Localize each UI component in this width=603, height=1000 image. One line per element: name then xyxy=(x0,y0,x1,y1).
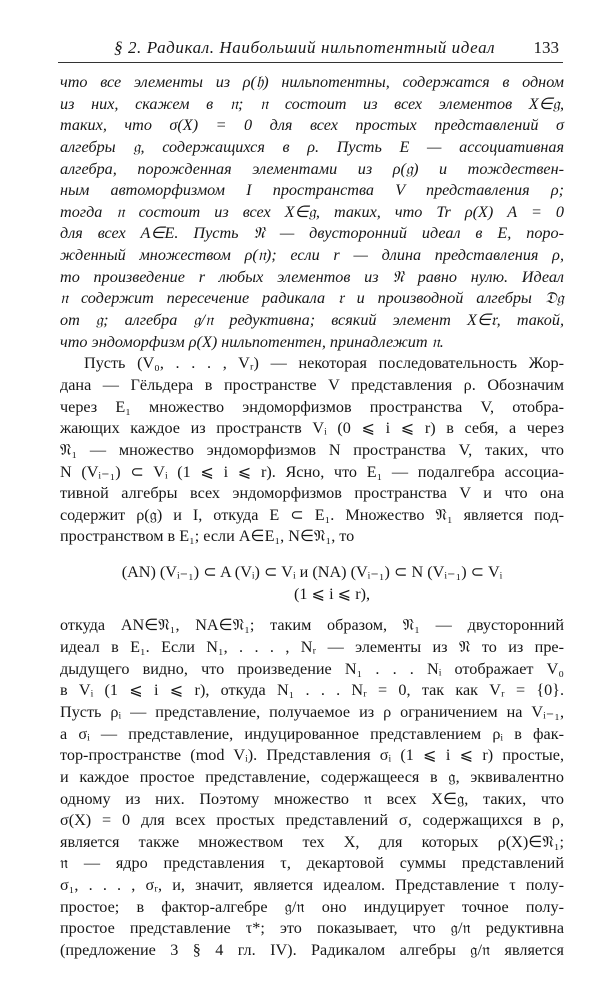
running-title: § 2. Радикал. Наибольший нильпотентный идеал xyxy=(114,38,496,57)
text-line: Пусть (V₀, . . . , Vᵣ) — некоторая последовательность Жор- xyxy=(84,354,564,373)
page-number: 133 xyxy=(533,38,559,57)
paragraph-2 xyxy=(60,353,564,548)
text-line: одному из них. Поэтому множество 𝔫 всех X∈𝔤, таких, что xyxy=(60,789,564,808)
text-line: дыдущего видно, что произведение N₁ . . . Nᵢ отображает V₀ xyxy=(60,659,564,678)
text-line: 𝔑₁ — множество эндоморфизмов N пространства V, таких, что xyxy=(60,440,564,459)
text-line: то произведение r любых элементов из 𝔑 равно нулю. Идеал xyxy=(60,267,564,286)
text-line: из них, скажем в 𝔫; 𝔫 состоит из всех элементов X∈𝔤, xyxy=(60,94,564,113)
page-body xyxy=(60,72,564,962)
text-line: a σᵢ — представление, индуцированное представлением ρᵢ в фак- xyxy=(60,724,564,743)
text-line: жденный множеством ρ(𝔫); если r — длина представления ρ, xyxy=(60,246,564,265)
text-line: σ(X) = 0 для всех простых представлений σ, содержащихся в ρ, xyxy=(60,811,564,830)
text-line: алгебры 𝔤, содержащихся в ρ. Пусть E — ассоциативная xyxy=(60,137,564,156)
text-line: простое представление τ*; это показывает, что 𝔤/𝔫 редуктивна xyxy=(60,919,564,938)
formula-line: (AN) (Vᵢ₋₁) ⊂ A (Vᵢ) ⊂ Vᵢ и (NA) (Vᵢ₋₁) ⊂ N (Vᵢ₋₁) ⊂ Vᵢ xyxy=(121,563,503,582)
text-line: является также множеством тех X, для которых ρ(X)∈𝔑₁; xyxy=(60,832,564,851)
text-line: 𝔫 — ядро представления τ, декартовой суммы представлений xyxy=(60,854,564,873)
text-line: тор-пространстве (mod Vᵢ). Представления σᵢ (1 ⩽ i ⩽ r) простые, xyxy=(60,746,564,765)
running-header xyxy=(58,38,563,63)
text-line: N (Vᵢ₋₁) ⊂ Vᵢ (1 ⩽ i ⩽ r). Ясно, что E₁ — подалгебра ассоциа- xyxy=(60,462,564,481)
text-line: дана — Гёльдера в пространстве V представления ρ. Обозначим xyxy=(60,375,564,394)
display-formula xyxy=(60,562,564,605)
text-line: для всех A∈E. Пусть 𝔑 — двусторонний идеал в E, поро- xyxy=(60,224,564,243)
paragraph-3 xyxy=(60,615,564,961)
text-line: жающих каждое из пространств Vᵢ (0 ⩽ i ⩽ r) в себя, а через xyxy=(60,419,564,438)
text-line: тогда 𝔫 состоит из всех X∈𝔤, таких, что Tr ρ(X) A = 0 xyxy=(60,202,564,221)
text-line: в Vᵢ (1 ⩽ i ⩽ r), откуда N₁ . . . Nᵣ = 0, так как Vᵣ = {0}. xyxy=(60,681,564,700)
text-line: σ₁, . . . , σᵣ, и, значит, является идеалом. Представление τ полу- xyxy=(60,876,564,895)
text-line: что все элементы из ρ(𝔥) нильпотентны, содержатся в одном xyxy=(60,73,564,91)
text-line: откуда AN∈𝔑₁, NA∈𝔑₁; таким образом, 𝔑₁ — двусторонний xyxy=(60,616,564,635)
text-line: таких, что σ(X) = 0 для всех простых представлений σ xyxy=(60,116,564,135)
text-line: 𝔫 содержит пересечение радикала 𝔯 и производной алгебры 𝔇𝔤 xyxy=(60,289,564,308)
text-line: идеал в E₁. Если N₁, . . . , Nᵣ — элементы из 𝔑 то из пре- xyxy=(60,638,564,657)
text-line: Пусть ρᵢ — представление, получаемое из ρ ограничением на Vᵢ₋₁, xyxy=(60,702,564,721)
formula-line: (1 ⩽ i ⩽ r), xyxy=(293,584,371,603)
text-line: пространством в E₁; если A∈E₁, N∈𝔑₁, то xyxy=(60,527,355,546)
text-line: алгебра, порожденная элементами из ρ(𝔤) и тождествен- xyxy=(60,159,564,178)
text-line: и каждое простое представление, содержащееся в 𝔤, эквивалентно xyxy=(60,767,564,786)
text-line: (предложение 3 § 4 гл. IV). Радикалом алгебры 𝔤/𝔫 является xyxy=(60,940,564,959)
text-line: ным автоморфизмом I пространства V представления ρ; xyxy=(60,181,564,200)
text-line: простое; в фактор-алгебре 𝔤/𝔫 оно индуцирует точное полу- xyxy=(60,897,564,916)
italic-paragraph xyxy=(60,72,564,353)
text-line: от 𝔤; алгебра 𝔤/𝔫 редуктивна; всякий элемент X∈𝔯, такой, xyxy=(60,311,564,330)
text-line: через E₁ множество эндоморфизмов пространства V, отобра- xyxy=(60,397,564,416)
text-line: что эндоморфизм ρ(X) нильпотентен, принадлежит 𝔫. xyxy=(60,332,444,351)
text-line: содержит ρ(𝔤) и I, откуда E ⊂ E₁. Множество 𝔑₁ является под- xyxy=(60,505,564,524)
text-line: тивной алгебры всех эндоморфизмов пространства V и что она xyxy=(60,484,564,503)
